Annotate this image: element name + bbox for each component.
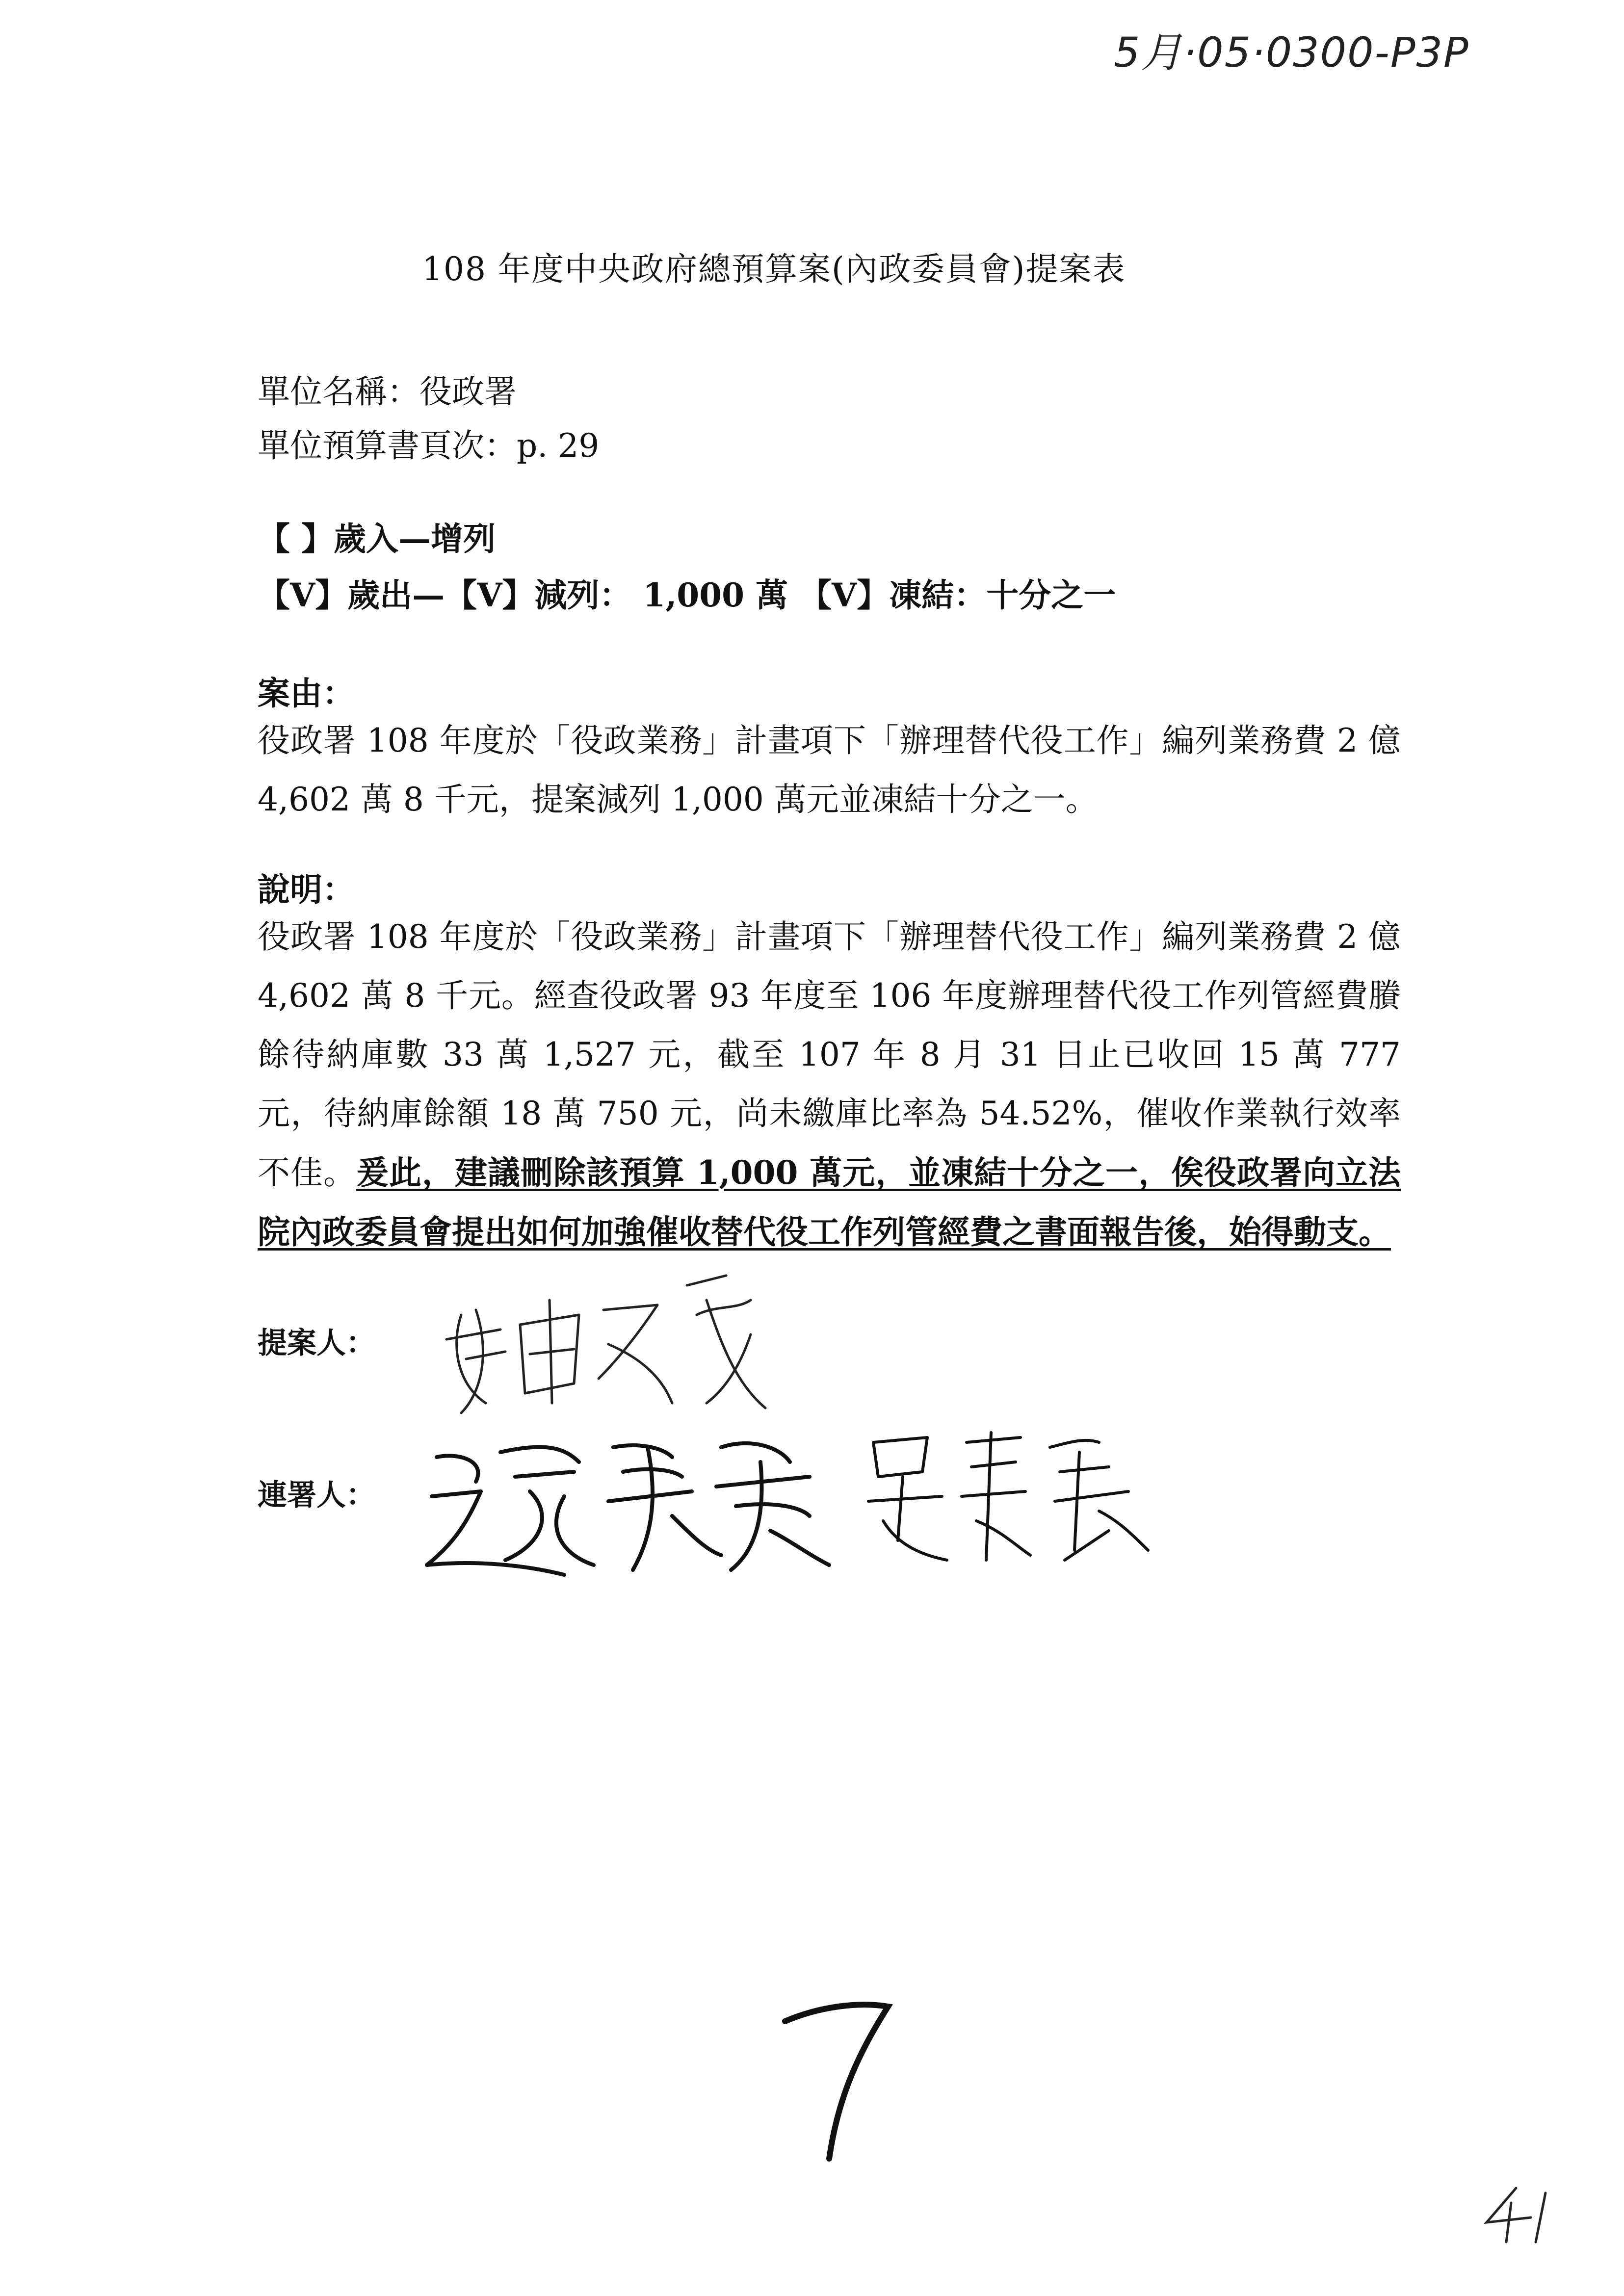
document-code: 5月·05·0300-P3P (1114, 28, 1469, 77)
unit-page-row (258, 419, 599, 466)
unit-name-row (258, 365, 517, 412)
unit-name-value: 役政署 (419, 373, 517, 411)
page-title: 108 年度中央政府總預算案(內政委員會)提案表 (422, 250, 1126, 288)
description-heading: 說明： (258, 870, 355, 909)
proposer-signature (432, 1256, 785, 1423)
unit-page-value: p. 29 (517, 427, 600, 465)
handwritten-page-number (775, 1992, 903, 2168)
option-revenue-increase: 【 】歲入—增列 (258, 520, 496, 558)
unit-name-label: 單位名稱： (258, 373, 419, 411)
description-emphasis: 爰此，建議刪除該預算 1,000 萬元，並凍結十分之一，俟役政署向立法院內政委員會提出如何加強催收替代役工作列管經費之書面報告後，始得動支。 (258, 1153, 1401, 1251)
option-expense-cut-freeze: 【V】歲出—【V】減列： 1,000 萬 【V】凍結：十分之一 (258, 576, 1116, 614)
handwritten-corner-number (1482, 2183, 1570, 2247)
cosigner-signature-2 (854, 1423, 1158, 1570)
cosigner-label: 連署人： (258, 1478, 375, 1513)
unit-page-label: 單位預算書頁次： (258, 427, 517, 465)
proposer-label: 提案人： (258, 1326, 375, 1360)
description-text: 役政署 108 年度於「役政業務」計畫項下「辦理替代役工作」編列業務費 2 億 4,602 萬 8 千元。經查役政署 93 年度至 106 年度辦理替代役工作列管經費賸餘待納庫數 33 萬 1,527 元，截至 107 年 8 月 31 日止已收回 15 萬 777 元，待納庫餘額 18 萬 750 元，尚未繳庫比率為 54.52%，催收作業執行效率不佳。 (258, 918, 1401, 1192)
cosigner-signature-1 (417, 1418, 839, 1585)
description-body (258, 908, 1401, 1262)
reason-heading: 案由： (258, 674, 355, 712)
reason-body: 役政署 108 年度於「役政業務」計畫項下「辦理替代役工作」編列業務費 2 億 4,602 萬 8 千元，提案減列 1,000 萬元並凍結十分之一。 (258, 722, 1401, 818)
